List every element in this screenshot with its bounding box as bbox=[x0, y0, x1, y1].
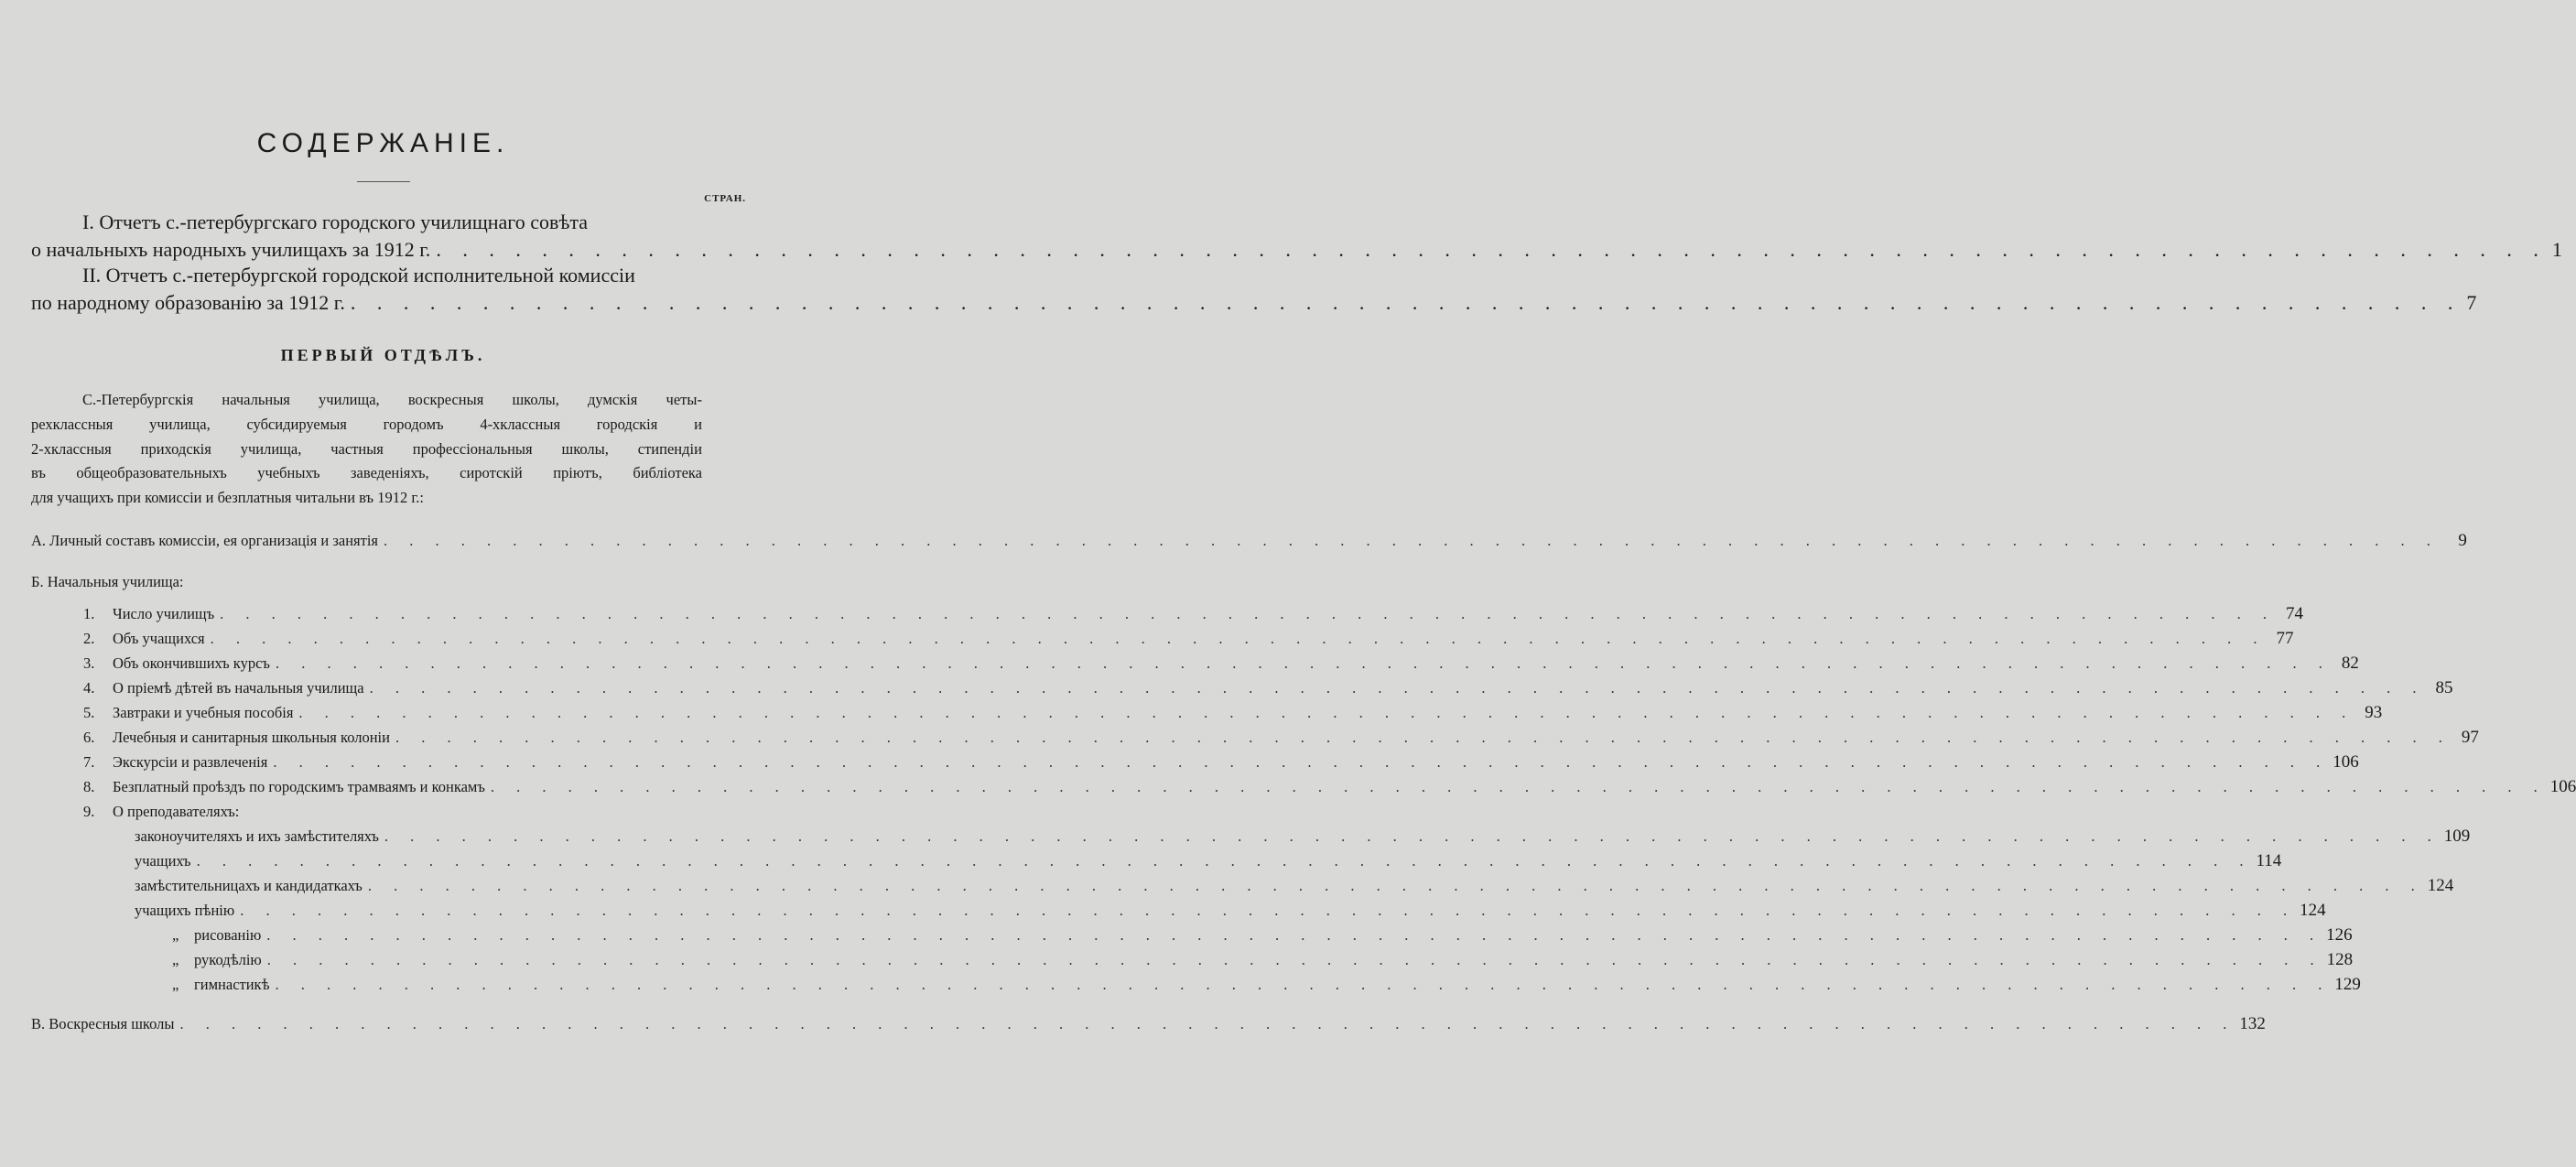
toc-entry-teacher-item bbox=[135, 824, 2471, 848]
intro-word: и bbox=[694, 415, 702, 433]
leader-dots: . . . . . . . . . . . . . . . . . . . . . . . . . . . . . . . . . . . . . . . . . . . . . . . . . . . . . . . . . . . . . . . . . . . . . . . . . . . . . . . . bbox=[350, 291, 2462, 314]
intro-word: школы, bbox=[561, 439, 609, 458]
item-number: 4. bbox=[83, 679, 95, 697]
intro-word: пріютъ, bbox=[553, 464, 602, 482]
entry-label: О пріемѣ дѣтей въ начальныя училища bbox=[113, 679, 364, 697]
toc-entry-report-commission bbox=[31, 262, 2477, 317]
page-number: 7 bbox=[2466, 291, 2477, 314]
item-number: 1. bbox=[83, 605, 95, 622]
intro-word: училища, bbox=[149, 415, 211, 433]
leader-dots: . . . . . . . . . . . . . . . . . . . . . . . . . . . . . . . . . . . . . . . . . . . . . . . . . . . . . . . . . . . . . . . . . . . . . . . . . . . . . . . . bbox=[196, 852, 2253, 870]
entry-label: Экскурсіи и развлеченія bbox=[113, 753, 268, 771]
page-number: 126 bbox=[2326, 925, 2353, 945]
entry-line-1: I. Отчетъ с.-петербургскаго городского училищнаго совѣта bbox=[82, 211, 589, 233]
entry-label: учащихъ пѣнію bbox=[135, 902, 235, 919]
entry-line-1: II. Отчетъ с.-петербургской городской исполнительной комиссіи bbox=[82, 264, 635, 286]
intro-line bbox=[31, 438, 702, 462]
leader-dots: . . . . . . . . . . . . . . . . . . . . . . . . . . . . . . . . . . . . . . . . . . . . . . . . . . . . . . . . . . . . . . . . . . . . . . . . . . . . . . . . bbox=[266, 926, 2323, 944]
intro-word: частныя bbox=[330, 439, 384, 458]
leader-dots: . . . . . . . . . . . . . . . . . . . . . . . . . . . . . . . . . . . . . . . . . . . . . . . . . . . . . . . . . . . . . . . . . . . . . . . . . . . . . . . . bbox=[210, 630, 2267, 647]
intro-word: сиротскій bbox=[460, 464, 523, 482]
toc-entry-b-item bbox=[83, 700, 2383, 725]
leader-dots: . . . . . . . . . . . . . . . . . . . . . . . . . . . . . . . . . . . . . . . . . . . . . . . . . . . . . . . . . . . . . . . . . . . . . . . . . . . . . . . . bbox=[298, 704, 2355, 721]
toc-entry-b-item bbox=[83, 601, 2304, 626]
intro-line bbox=[31, 413, 702, 438]
entry-label: Безплатный проѣздъ по городскимъ трамваямъ и конкамъ bbox=[113, 778, 485, 795]
toc-entry-b-item bbox=[83, 774, 2576, 799]
entry-label: законоучителяхъ и ихъ замѣстителяхъ bbox=[135, 827, 379, 845]
leader-dots: . . . . . . . . . . . . . . . . . . . . . . . . . . . . . . . . . . . . . . . . . . . . . . . . . . . . . . . . . . . . . . . . . . . . . . . . . . . . . . . . bbox=[384, 827, 2441, 845]
intro-word: общеобразовательныхъ bbox=[76, 464, 227, 482]
intro-word: стипендіи bbox=[637, 439, 702, 458]
page-number: 85 bbox=[2435, 678, 2453, 697]
page-number: 77 bbox=[2276, 629, 2294, 648]
intro-word: С.-Петербургскія bbox=[82, 391, 194, 408]
intro-word: начальныя bbox=[222, 391, 290, 408]
page-number: 109 bbox=[2443, 827, 2471, 846]
intro-word: въ bbox=[31, 464, 46, 482]
page-number: 124 bbox=[2300, 901, 2326, 920]
leader-dots: . . . . . . . . . . . . . . . . . . . . . . . . . . . . . . . . . . . . . . . . . . . . . . . . . . . . . . . . . . . . . . . . . . . . . . . . . . . . . . . . bbox=[275, 976, 2332, 993]
item-number: 6. bbox=[83, 729, 95, 746]
leader-dots: . . . . . . . . . . . . . . . . . . . . . . . . . . . . . . . . . . . . . . . . . . . . . . . . . . . . . . . . . . . . . . . . . . . . . . . . . . . . . . . . bbox=[369, 679, 2426, 697]
page-number: 129 bbox=[2334, 975, 2361, 994]
entry-label: Объ учащихся bbox=[113, 630, 205, 647]
toc-entry-teacher-item bbox=[146, 923, 2353, 947]
ditto-mark: „ bbox=[172, 926, 179, 944]
item-number: 3. bbox=[83, 654, 95, 672]
toc-entry-b-item bbox=[83, 725, 2479, 750]
item-number: 5. bbox=[83, 704, 95, 721]
toc-entry-teacher-item bbox=[135, 898, 2326, 923]
entry-label: Б. Начальныя училища: bbox=[31, 573, 184, 590]
page-number: 124 bbox=[2427, 876, 2454, 895]
intro-line bbox=[31, 461, 702, 486]
intro-paragraph bbox=[31, 388, 702, 511]
toc-entry-section-v bbox=[31, 1011, 2266, 1036]
intro-word: заведеніяхъ, bbox=[351, 464, 429, 482]
toc-entry-teacher-item bbox=[135, 873, 2454, 898]
page-number: 97 bbox=[2461, 728, 2479, 747]
entry-label: учащихъ bbox=[135, 852, 191, 870]
leader-dots: . . . . . . . . . . . . . . . . . . . . . . . . . . . . . . . . . . . . . . . . . . . . . . . . . . . . . . . . . . . . . . . . . . . . . . . . . . . . . . . . bbox=[436, 238, 2547, 261]
toc-entry-section-b bbox=[31, 569, 723, 594]
entry-label: замѣстительницахъ и кандидаткахъ bbox=[135, 877, 363, 894]
page-number: 74 bbox=[2286, 604, 2304, 623]
intro-word: думскія bbox=[588, 391, 638, 408]
intro-word: приходскія bbox=[140, 439, 211, 458]
entry-line-2: о начальныхъ народныхъ училищахъ за 1912 г. bbox=[31, 238, 431, 261]
title-divider bbox=[357, 181, 410, 182]
ditto-mark: „ bbox=[172, 951, 179, 968]
page-number: 132 bbox=[2239, 1014, 2266, 1033]
intro-line bbox=[31, 388, 702, 413]
ditto-mark: „ bbox=[172, 976, 179, 993]
intro-word: учебныхъ bbox=[257, 464, 320, 482]
page-number: 114 bbox=[2256, 851, 2282, 870]
page-title: СОДЕРЖАНІЕ. bbox=[256, 128, 510, 158]
page-number: 106 bbox=[2549, 777, 2576, 796]
leader-dots: . . . . . . . . . . . . . . . . . . . . . . . . . . . . . . . . . . . . . . . . . . . . . . . . . . . . . . . . . . . . . . . . . . . . . . . . . . . . . . . . bbox=[220, 605, 2277, 622]
section-title: ПЕРВЫЙ ОТДѢЛЪ. bbox=[280, 346, 486, 364]
toc-entry-b-item bbox=[83, 750, 2359, 774]
page-number: 128 bbox=[2326, 950, 2354, 969]
intro-word: училища, bbox=[319, 391, 380, 408]
item-number: 7. bbox=[83, 753, 95, 771]
intro-word: школы, bbox=[512, 391, 559, 408]
intro-word: городомъ bbox=[383, 415, 444, 433]
leader-dots: . . . . . . . . . . . . . . . . . . . . . . . . . . . . . . . . . . . . . . . . . . . . . . . . . . . . . . . . . . . . . . . . . . . . . . . . . . . . . . . . bbox=[384, 532, 2440, 549]
intro-word: воскресныя bbox=[407, 391, 484, 408]
leader-dots: . . . . . . . . . . . . . . . . . . . . . . . . . . . . . . . . . . . . . . . . . . . . . . . . . . . . . . . . . . . . . . . . . . . . . . . . . . . . . . . . bbox=[273, 753, 2330, 771]
entry-label: Завтраки и учебныя пособія bbox=[113, 704, 294, 721]
page-number: 9 bbox=[2458, 531, 2467, 550]
toc-entry-b-item bbox=[83, 675, 2453, 700]
intro-word: 4-хклассныя bbox=[480, 415, 561, 433]
toc-entry-teacher-item bbox=[146, 972, 2361, 997]
page-number: 93 bbox=[2365, 703, 2383, 722]
leader-dots: . . . . . . . . . . . . . . . . . . . . . . . . . . . . . . . . . . . . . . . . . . . . . . . . . . . . . . . . . . . . . . . . . . . . . . . . . . . . . . . . bbox=[240, 902, 2297, 919]
intro-word: субсидируемыя bbox=[246, 415, 347, 433]
toc-entry-b-item bbox=[83, 626, 2294, 651]
intro-word: училища, bbox=[240, 439, 302, 458]
intro-word: библіотека bbox=[633, 464, 702, 482]
entry-label: рукодѣлію bbox=[194, 951, 262, 968]
intro-word: профессіональныя bbox=[412, 439, 533, 458]
leader-dots: . . . . . . . . . . . . . . . . . . . . . . . . . . . . . . . . . . . . . . . . . . . . . . . . . . . . . . . . . . . . . . . . . . . . . . . . . . . . . . . . bbox=[367, 877, 2424, 894]
intro-word: 2-хклассныя bbox=[31, 439, 112, 458]
toc-entry-teacher-item bbox=[135, 848, 2282, 873]
entry-line-2: по народному образованію за 1912 г. bbox=[31, 291, 345, 314]
intro-word: рехклассныя bbox=[31, 415, 114, 433]
leader-dots: . . . . . . . . . . . . . . . . . . . . . . . . . . . . . . . . . . . . . . . . . . . . . . . . . . . . . . . . . . . . . . . . . . . . . . . . . . . . . . . . bbox=[395, 729, 2452, 746]
entry-label: гимнастикѣ bbox=[194, 976, 270, 993]
intro-word: городскія bbox=[596, 415, 658, 433]
entry-label: О преподавателяхъ: bbox=[113, 803, 240, 820]
toc-entry-b-item bbox=[83, 799, 723, 824]
page-number: 1 bbox=[2551, 238, 2562, 261]
entry-label: Объ окончившихъ курсъ bbox=[113, 654, 270, 672]
item-number: 8. bbox=[83, 778, 95, 795]
leader-dots: . . . . . . . . . . . . . . . . . . . . . . . . . . . . . . . . . . . . . . . . . . . . . . . . . . . . . . . . . . . . . . . . . . . . . . . . . . . . . . . . bbox=[275, 654, 2332, 672]
entry-label: рисованію bbox=[194, 926, 262, 944]
toc-entry-report-council bbox=[31, 209, 2562, 264]
entry-label: А. Личный составъ комиссіи, ея организація и занятія bbox=[31, 532, 378, 549]
intro-line: для учащихъ при комиссіи и безплатныя читальни въ 1912 г.: bbox=[31, 489, 424, 507]
toc-entry-section-a bbox=[31, 528, 2467, 553]
entry-label: Число училищъ bbox=[113, 605, 215, 622]
leader-dots: . . . . . . . . . . . . . . . . . . . . . . . . . . . . . . . . . . . . . . . . . . . . . . . . . . . . . . . . . . . . . . . . . . . . . . . . . . . . . . . . bbox=[266, 951, 2323, 968]
leader-dots: . . . . . . . . . . . . . . . . . . . . . . . . . . . . . . . . . . . . . . . . . . . . . . . . . . . . . . . . . . . . . . . . . . . . . . . . . . . . . . . . bbox=[490, 778, 2547, 795]
page-column-header: СТРАН. bbox=[704, 193, 746, 204]
toc-entry-b-item bbox=[83, 651, 2359, 675]
leader-dots: . . . . . . . . . . . . . . . . . . . . . . . . . . . . . . . . . . . . . . . . . . . . . . . . . . . . . . . . . . . . . . . . . . . . . . . . . . . . . . . . bbox=[179, 1015, 2236, 1032]
page-number: 106 bbox=[2332, 752, 2359, 772]
intro-word: четы- bbox=[666, 391, 702, 408]
entry-label: Лечебныя и санитарныя школьныя колоніи bbox=[113, 729, 390, 746]
item-number: 2. bbox=[83, 630, 95, 647]
entry-label: В. Воскресныя школы bbox=[31, 1015, 175, 1032]
page-number: 82 bbox=[2341, 654, 2359, 673]
item-number: 9. bbox=[83, 803, 95, 820]
toc-entry-teacher-item bbox=[146, 947, 2354, 972]
